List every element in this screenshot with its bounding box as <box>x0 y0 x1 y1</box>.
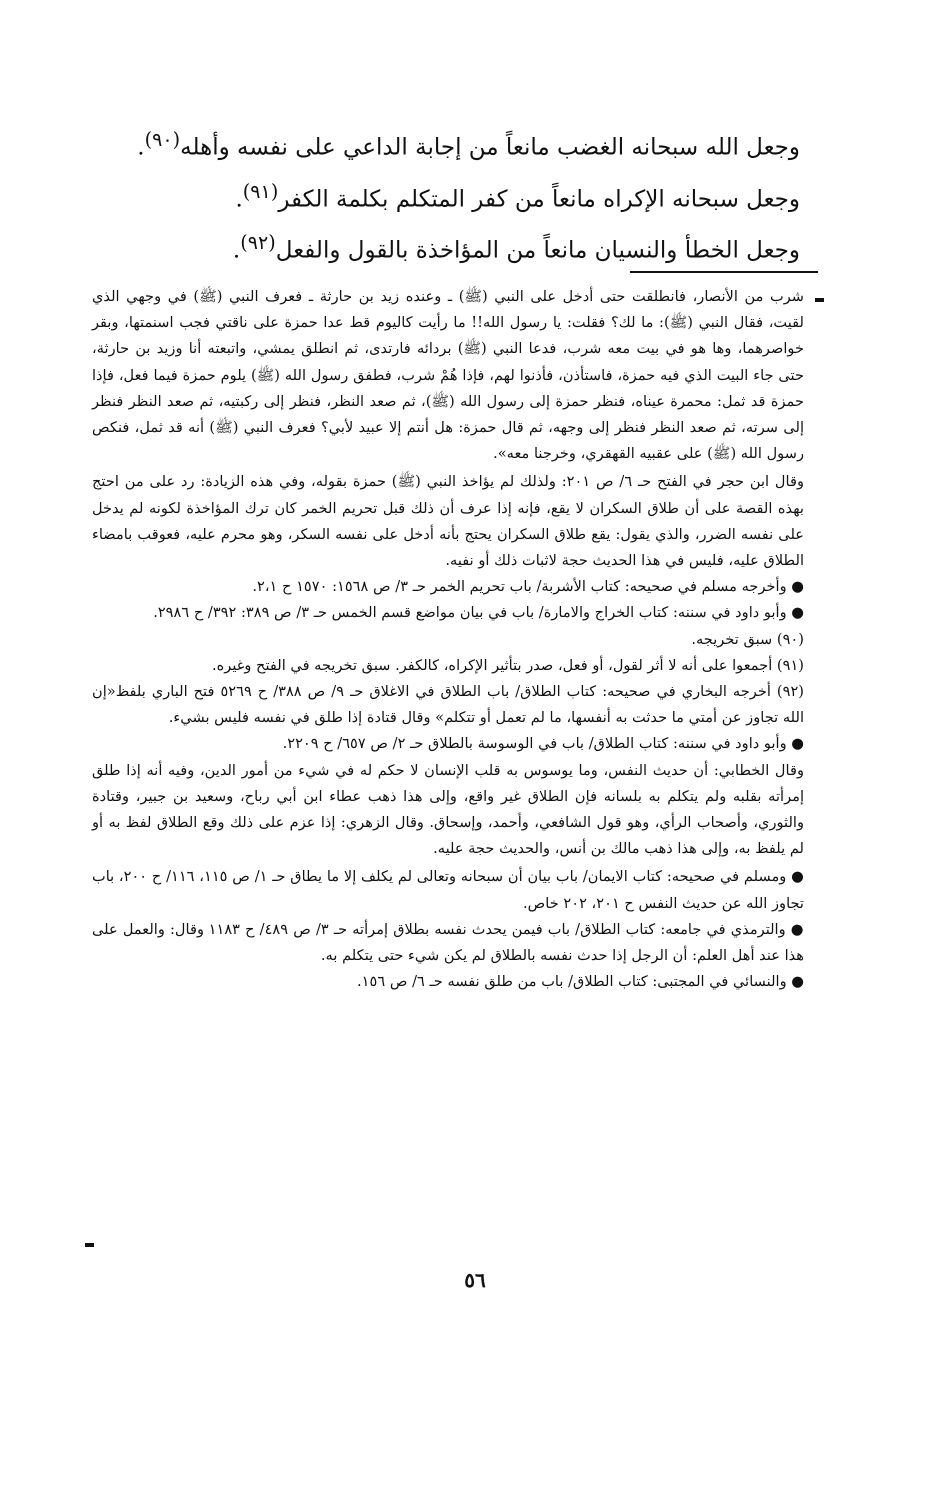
footnotes <box>92 284 804 995</box>
footnote-separator <box>630 271 818 273</box>
footnote-source: ● والنسائي في المجتبى: كتاب الطلاق/ باب من طلق نفسه حـ ٦/ ص ١٥٦. <box>357 973 804 991</box>
footnote-block: شرب من الأنصار، فانطلقت حتى أدخل على النبي (ﷺ) ـ وعنده زيد بن حارثة ـ فعرف النبي (ﷺ) في وجهي الذي لقيت، فقال النبي (ﷺ): ما لك؟ فقلت: يا رسول الله!! ما رأيت كاليوم قط عدا حمزة على ناقتي فجب اسنمتها، وبقر خواصرهما، وها هو في بيت معه شرب، فدعا النبي (ﷺ) بردائه فارتدى، ثم انطلق يمشي، واتبعته أنا وزيد بن حارثة، حتى جاء البيت الذي فيه حمزة، فاستأذن، فأذنوا لهم، فإذا هُمْ شرب، فطفق رسول الله (ﷺ) يلوم حمزة فيما فعل، فإذا حمزة قد ثمل: محمرة عيناه، فنظر حمزة إلى رسول الله (ﷺ)، ثم صعد النظر، فنظر إلى ركبتيه، ثم صعد النظر فنظر إلى سرته، ثم صعد النظر فنظر إلى وجهه، ثم قال حمزة: هل أنتم إلا عبيد لأبي؟ فعرف النبي (ﷺ) أنه قد ثمل، فنكص رسول الله (ﷺ) على عقبيه القهقري، وخرجنا معه». <box>92 288 804 463</box>
main-line: وجعل الخطأ والنسيان مانعاً من المؤاخذة بالقول والفعل$^{(٩٢)}$. <box>232 231 800 264</box>
footnote-source: ● وأبو داود في سننه: كتاب الطلاق/ باب في الوسوسة بالطلاق حـ ٢/ ص ٦٥٧/ ح ٢٢٠٩. <box>282 735 804 753</box>
footnote-block: وقال ابن حجر في الفتح حـ ٦/ ص ٢٠١: ولذلك لم يؤاخذ النبي (ﷺ) حمزة بقوله، وفي هذه الزيادة: رد على من احتج بهذه القصة على أن طلاق السكران لا يقع، فإنه إذا عرف أن ذلك قبل تحريم الخمر كان ترك المؤاخذة لكونه لم يدخل على نفسه الضرر، والذي يقول: يقع طلاق السكران يحتج بأنه أدخل على نفسه السكر، وهو محرم عليه، فعوقب بامضاء الطلاق عليه، فليس في هذا الحديث حجة لاثبات ذلك أو نفيه. <box>92 473 804 570</box>
main-text <box>137 118 800 273</box>
footnote-91: (٩١) أجمعوا على أنه لا أثر لقول، أو فعل، صدر بتأثير الإكراه، كالكفر. سبق تخريجه في الفتح وغيره. <box>212 656 804 674</box>
footnote-90: (٩٠) سبق تخريجه. <box>691 630 804 648</box>
page-number: ٥٦ <box>464 1268 486 1292</box>
margin-mark <box>85 1243 94 1247</box>
footnote-source: ● والترمذي في جامعه: كتاب الطلاق/ باب فيمن يحدث نفسه بطلاق إمرأته حـ ٣/ ص ٤٨٩/ ح ١١٨٣ وقال: والعمل على هذا عند أهل العلم: أن الرجل إذا حدث نفسه بالطلاق لم يكن شيء حتى يتكلم به. <box>92 920 804 965</box>
margin-mark <box>815 298 824 302</box>
footnote-source: ● وأخرجه مسلم في صحيحه: كتاب الأشربة/ باب تحريم الخمر حـ ٣/ ص ١٥٦٨: ١٥٧٠ ح ٢،١. <box>252 578 804 596</box>
footnote-source: ● ومسلم في صحيحه: كتاب الايمان/ باب بيان أن سبحانه وتعالى لم يكلف إلا ما يطاق حـ ١/ ص ١١٥، ١١٦/ ح ٢٠٠، باب تجاوز الله عن حديث النفس ح ٢٠١، ٢٠٢ خاص. <box>92 868 804 912</box>
main-line: وجعل سبحانه الإكراه مانعاً من كفر المتكلم بكلمة الكفر$^{(٩١)}$. <box>235 179 800 213</box>
footnote-92: (٩٢) أخرجه البخاري في صحيحه: كتاب الطلاق/ باب الطلاق في الاغلاق حـ ٩/ ص ٣٨٨/ ح ٥٢٦٩ فتح الباري بلفظ«إن الله تجاوز عن أمتي ما حدثت به أنفسها، ما لم تعمل أو تتكلم» وقال قتادة إذا طلق في نفسه فليس بشيء. <box>92 683 804 727</box>
main-line: وجعل الله سبحانه الغضب مانعاً من إجابة الداعي على نفسه وأهله$^{(٩٠)}$. <box>137 128 800 161</box>
footnote-block: وقال الخطابي: أن حديث النفس، وما يوسوس به قلب الإنسان لا حكم له في شيء من أمور الدين، وفيه أنه إذا طلق إمرأته بقلبه ولم يتكلم به بلسانه فإن الطلاق غير واقع، وإلى هذا ذهب عطاء ابن أبي رباح، وسعيد بن جبير، وقتادة والثوري، وأصحاب الرأي، وهو قول الشافعي، وأحمد، وإسحاق. وقال الزهري: إذا عزم على ذلك وقع الطلاق لفظ به أو لم يلفظ به، وإلى هذا ذهب مالك بن أنس، والحديث حجة عليه. <box>92 761 805 858</box>
footnote-source: ● وأبو داود في سننه: كتاب الخراج والامارة/ باب في بيان مواضع قسم الخمس حـ ٣/ ص ٣٨٩: ٣٩٢/ ح ٢٩٨٦. <box>153 604 804 622</box>
